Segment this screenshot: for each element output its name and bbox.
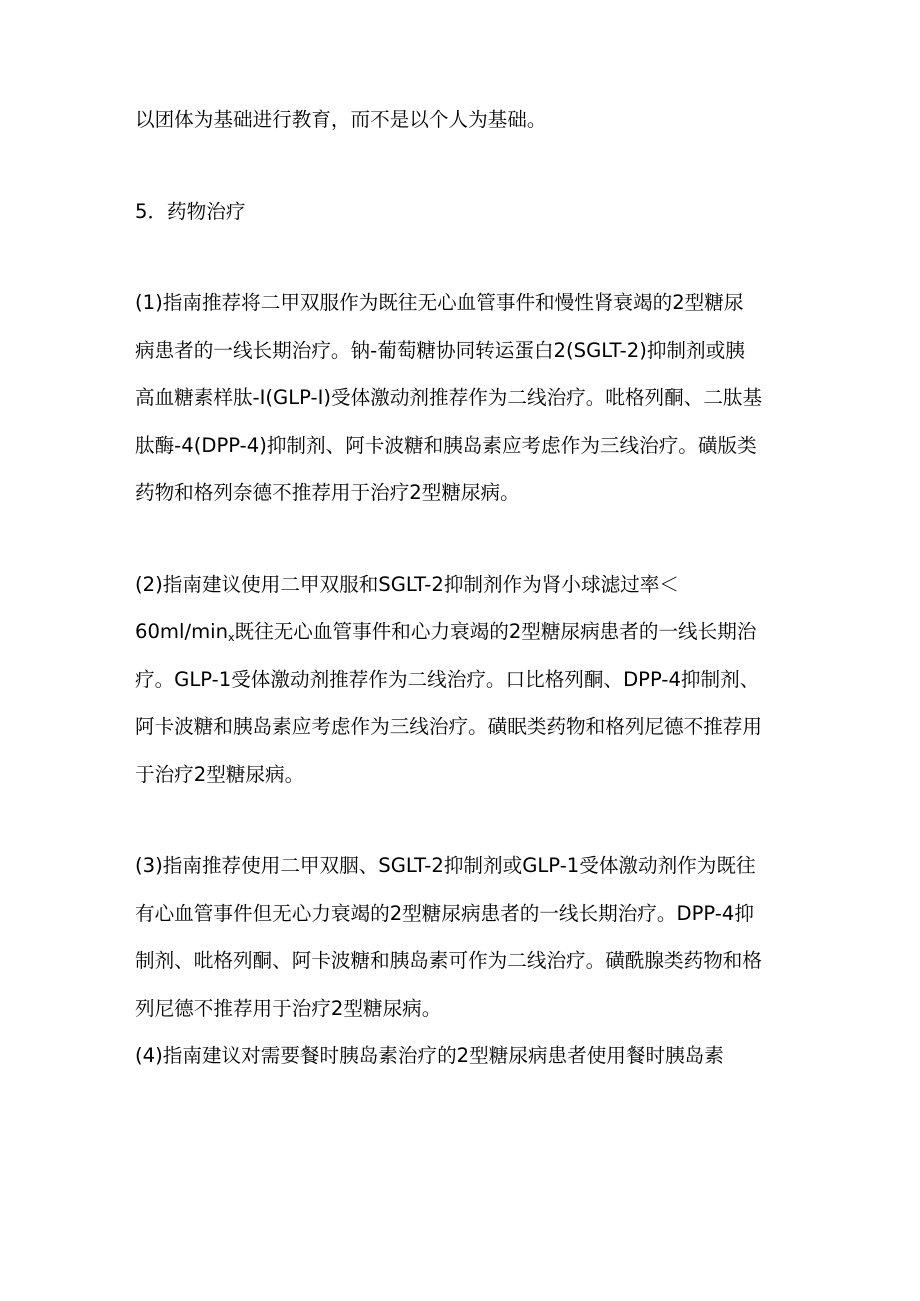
text-line: 病患者的一线长期治疗。钠-葡萄糖协同转运蛋白2(SGLT-2)抑制剂或胰 (135, 338, 745, 362)
text-line: 阿卡波糖和胰岛素应考虑作为三线治疗。磺眠类药物和格列尼德不推荐用 (135, 715, 762, 738)
section-heading (135, 188, 795, 236)
line-continuation: 既往无心血管事件和心力衰竭的2型糖尿病患者的一线长期治 (234, 620, 757, 643)
paragraph-1 (135, 279, 795, 517)
text-line (135, 608, 795, 656)
paragraph-4 (135, 1032, 795, 1080)
text-line: (3)指南推荐使用二甲双胭、SGLT-2抑制剂或GLP-1受体激动剂作为既往 (135, 854, 756, 877)
text-line: 高血糖素样肽-I(GLP-I)受体激动剂推荐作为二线治疗。吡格列酮、二肽基 (135, 386, 763, 409)
document-body (135, 96, 795, 1080)
text-line: (2)指南建议使用二甲双服和SGLT-2抑制剂作为肾小球滤过率＜ (135, 572, 679, 596)
text-line: 疗。GLP-1受体激动剂推荐作为二线治疗。口比格列酮、DPP-4抑制剂、 (135, 667, 760, 691)
text-line: (4)指南建议对需要餐时胰岛素治疗的2型糖尿病患者使用餐时胰岛素 (135, 1044, 724, 1067)
text-line: 有心血管事件但无心力衰竭的2型糖尿病患者的一线长期治疗。DPP-4抑 (135, 901, 754, 925)
text-line: 列尼德不推荐用于治疗2型糖尿病。 (135, 996, 442, 1020)
text-line: 肽酶-4(DPP-4)抑制剂、阿卡波糖和胰岛素应考虑作为三线治疗。磺版类 (135, 433, 757, 457)
unit-text: 60ml∕min (135, 620, 229, 643)
heading-text: 5．药物治疗 (135, 199, 246, 223)
paragraph-2 (135, 561, 795, 799)
text-line: 于治疗2型糖尿病。 (135, 762, 305, 786)
text-line: (1)指南推荐将二甲双服作为既往无心血管事件和慢性肾衰竭的2型糖尿 (135, 291, 744, 314)
paragraph-3 (135, 842, 795, 1032)
unit-subscript: x (228, 631, 235, 644)
text-line: 以团体为基础进行教育，而不是以个人为基础。 (135, 108, 547, 131)
text-line: 药物和格列奈德不推荐用于治疗2型糖尿病。 (135, 481, 520, 504)
intro-paragraph (135, 96, 795, 144)
text-line: 制剂、吡格列酮、阿卡波糖和胰岛素可作为二线治疗。磺酰腺类药物和格 (135, 949, 762, 972)
